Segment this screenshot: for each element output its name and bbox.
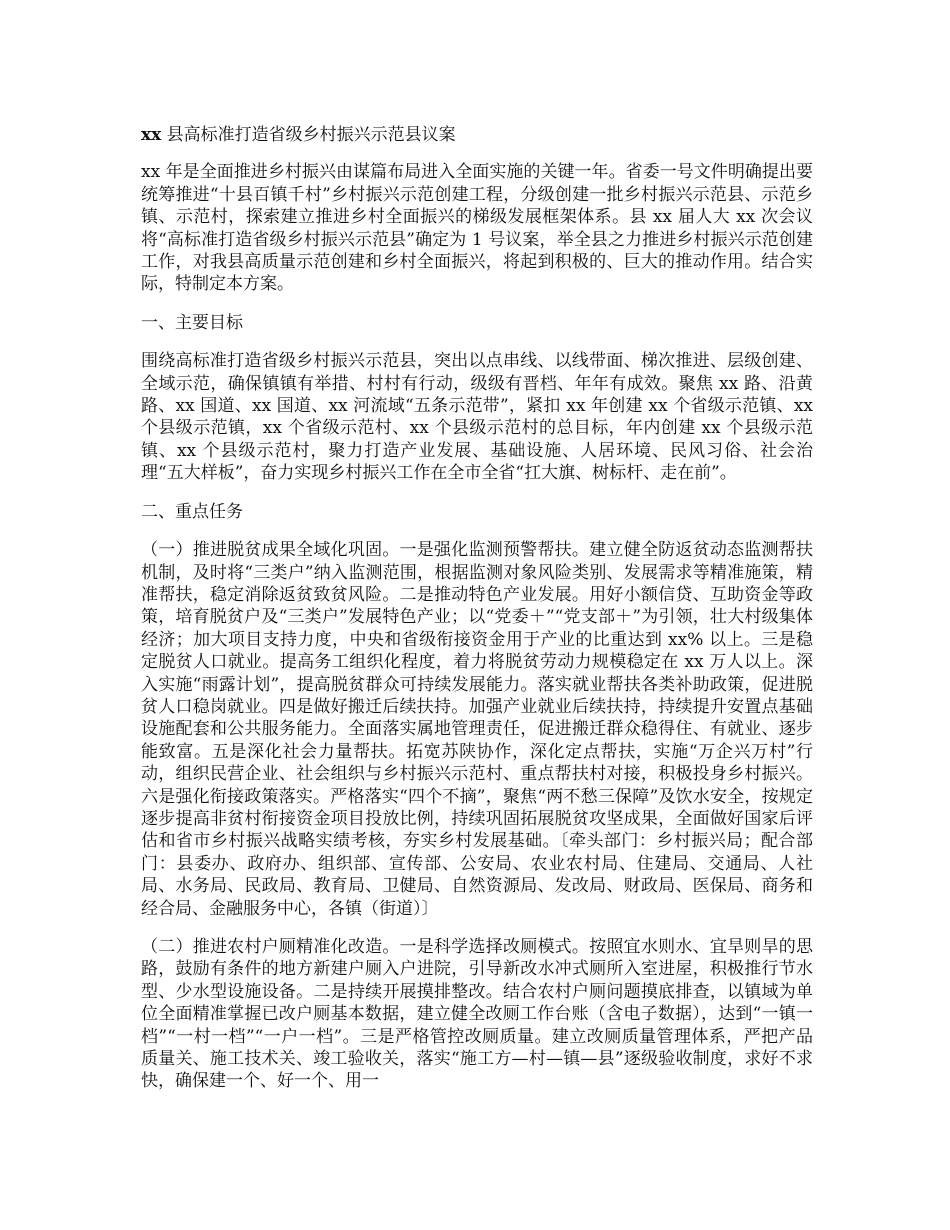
task-paragraph-1: （一）推进脱贫成果全域化巩固。一是强化监测预警帮扶。建立健全防返贫动态监测帮扶机制，及时将“三类户”纳入监测范围，根据监测对象风险类别、发展需求等精准施策，精准帮扶，稳定消除返贫致贫风险。二是推动特色产业发展。用好小额信贷、互助资金等政策，培育脱贫户及“三类户”发展特色产业；以“党委＋”“党支部＋”为引领，壮大村级集体经济；加大项目支持力度，中央和省级衔接资金用于产业的比重达到 xx% 以上。三是稳定脱贫人口就业。提高务工组织化程度，着力将脱贫劳动力规模稳定在 xx 万人以上。深入实施“雨露计划”，提高脱贫群众可持续发展能力。落实就业帮扶各类补助政策，促进脱贫人口稳岗就业。四是做好搬迁后续扶持。加强产业就业后续扶持，持续提升安置点基础设施配套和公共服务能力。全面落实属地管理责任，促进搬迁群众稳得住、有就业、逐步能致富。五是深化社会力量帮扶。拓宽苏陕协作，深化定点帮扶，实施“万企兴万村”行动，组织民营企业、社会组织与乡村振兴示范村、重点帮扶村对接，积极投身乡村振兴。六是强化衔接政策落实。严格落实“四个不摘”，聚焦“两不愁三保障”及饮水安全，按规定逐步提高非贫村衔接资金项目投放比例，持续巩固拓展脱贫攻坚成果，全面做好国家后评估和省市乡村振兴战略实绩考核，夯实乡村发展基础。〔牵头部门：乡村振兴局；配合部门：县委办、政府办、组织部、宣传部、公安局、农业农村局、住建局、交通局、人社局、水务局、民政局、教育局、卫健局、自然资源局、发改局、财政局、医保局、商务和经合局、金融服务中心，各镇（街道）〕: [141, 540, 813, 919]
goals-paragraph: 围绕高标准打造省级乡村振兴示范县，突出以点串线、以线带面、梯次推进、层级创建、全域示范，确保镇镇有举措、村村有行动，级级有晋档、年年有成效。聚焦 xx 路、沿黄路、xx 国道、xx 国道、xx 河流域“五条示范带”，紧扣 xx 年创建 xx 个省级示范镇、xx 个县级示范镇，xx 个省级示范村、xx 个县级示范村的总目标，年内创建 xx 个县级示范镇、xx 个县级示范村，聚力打造产业发展、基础设施、人居环境、民风习俗、社会治理“五大样板”，奋力实现乡村振兴工作在全市全省“扛大旗、树标杆、走在前”。: [141, 351, 813, 484]
section-heading-tasks: 二、重点任务: [141, 501, 243, 522]
title-prefix: xx: [141, 125, 162, 145]
task-paragraph-2: （二）推进农村户厕精准化改造。一是科学选择改厕模式。按照宜水则水、宜旱则旱的思路，鼓励有条件的地方新建户厕入户进院，引导新改水冲式厕所入室进屋，积极推行节水型、少水型设施设备。二是持续开展摸排整改。结合农村户厕问题摸底排查，以镇域为单位全面精准掌握已改户厕基本数据，建立健全改厕工作台账（含电子数据），达到“一镇一档”“一村一档”“一户一档”。三是严格管控改厕质量。建立改厕质量管理体系，严把产品质量关、施工技术关、竣工验收关，落实“施工方—村—镇—县”逐级验收制度，求好不求快，确保建一个、好一个、用一: [141, 937, 813, 1092]
document-page: [141, 124, 813, 1109]
title-text: 县高标准打造省级乡村振兴示范县议案: [161, 125, 456, 145]
intro-paragraph: xx 年是全面推进乡村振兴由谋篇布局进入全面实施的关键一年。省委一号文件明确提出要统筹推进“十县百镇千村”乡村振兴示范创建工程，分级创建一批乡村振兴示范县、示范乡镇、示范村，探索建立推进乡村全面振兴的梯级发展框架体系。县 xx 届人大 xx 次会议将“高标准打造省级乡村振兴示范县”确定为 1 号议案，举全县之力推进乡村振兴示范创建工作，对我县高质量示范创建和乡村全面振兴，将起到积极的、巨大的推动作用。结合实际，特制定本方案。: [141, 162, 813, 295]
section-heading-goals: 一、主要目标: [141, 312, 243, 333]
document-title: [141, 124, 813, 146]
